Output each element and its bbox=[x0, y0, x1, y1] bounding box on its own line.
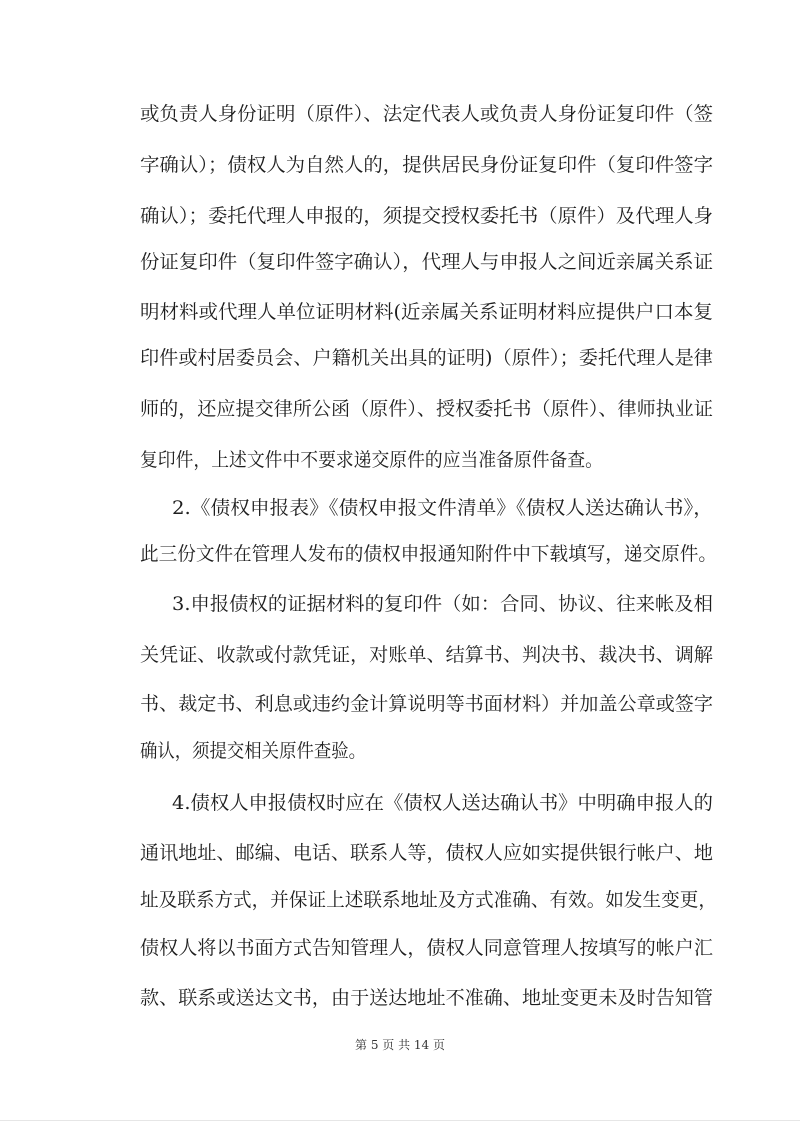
text-line bbox=[0, 983, 800, 1013]
text-line-content: 份证复印件（复印件签字确认），代理人与申报人之间近亲属关系证 bbox=[140, 251, 714, 273]
text-line bbox=[0, 99, 800, 129]
text-line-content: 书、裁定书、利息或违约金计算说明等书面材料）并加盖公章或签字 bbox=[140, 693, 713, 715]
text-line-content: 确认）；委托代理人申报的，须提交授权委托书（原件）及代理人身 bbox=[140, 205, 714, 227]
scan-edge-line bbox=[0, 1120, 800, 1121]
text-line bbox=[0, 640, 800, 670]
text-line-content: 债权人将以书面方式告知管理人，债权人同意管理人按填写的帐户汇 bbox=[140, 937, 713, 959]
page-number: 第 5 页 共 14 页 bbox=[355, 1038, 445, 1052]
text-line bbox=[0, 589, 800, 619]
text-line-content: 4.债权人申报债权时应在《债权人送达确认书》中明确申报人的 bbox=[172, 792, 714, 814]
text-line bbox=[0, 788, 800, 818]
text-line bbox=[0, 689, 800, 719]
text-line-content: 确认，须提交相关原件查验。 bbox=[140, 740, 366, 762]
text-line bbox=[0, 493, 800, 523]
text-line-content: 师的，还应提交律所公函（原件）、授权委托书（原件）、律师执业证 bbox=[140, 398, 713, 420]
text-line bbox=[0, 885, 800, 915]
text-line-content: 复印件，上述文件中不要求递交原件的应当准备原件备查。 bbox=[140, 449, 603, 471]
text-line bbox=[0, 838, 800, 868]
text-line bbox=[0, 539, 800, 569]
text-line-content: 明材料或代理人单位证明材料(近亲属关系证明材料应提供户口本复 bbox=[140, 301, 713, 323]
text-line-content: 通讯地址、邮编、电话、联系人等，债权人应如实提供银行帐户、地 bbox=[140, 842, 713, 864]
text-line-content: 址及联系方式，并保证上述联系地址及方式准确、有效。如发生变更， bbox=[140, 889, 717, 911]
text-line-content: 关凭证、收款或付款凭证，对账单、结算书、判决书、裁决书、调解 bbox=[140, 644, 713, 666]
text-line-content: 2.《债权申报表》《债权申报文件清单》《债权人送达确认书》， bbox=[172, 497, 713, 519]
text-line-content: 或负责人身份证明（原件）、法定代表人或负责人身份证复印件（签 bbox=[140, 103, 714, 125]
text-line bbox=[0, 150, 800, 180]
text-line bbox=[0, 247, 800, 277]
text-line bbox=[0, 343, 800, 373]
text-line-content: 此三份文件在管理人发布的债权申报通知附件中下载填写，递交原件。 bbox=[140, 543, 717, 565]
text-line-content: 款、联系或送达文书，由于送达地址不准确、地址变更未及时告知管 bbox=[140, 987, 713, 1009]
text-line-content: 字确认）；债权人为自然人的，提供居民身份证复印件（复印件签字 bbox=[140, 154, 714, 176]
text-line bbox=[0, 445, 800, 475]
text-line bbox=[0, 297, 800, 327]
text-line bbox=[0, 201, 800, 231]
text-line bbox=[0, 394, 800, 424]
text-line-content: 印件或村居委员会、户籍机关出具的证明)（原件）；委托代理人是律 bbox=[140, 347, 713, 369]
text-line bbox=[0, 933, 800, 963]
text-line bbox=[0, 736, 800, 766]
text-line-content: 3.申报债权的证据材料的复印件（如：合同、协议、往来帐及相 bbox=[172, 593, 714, 615]
